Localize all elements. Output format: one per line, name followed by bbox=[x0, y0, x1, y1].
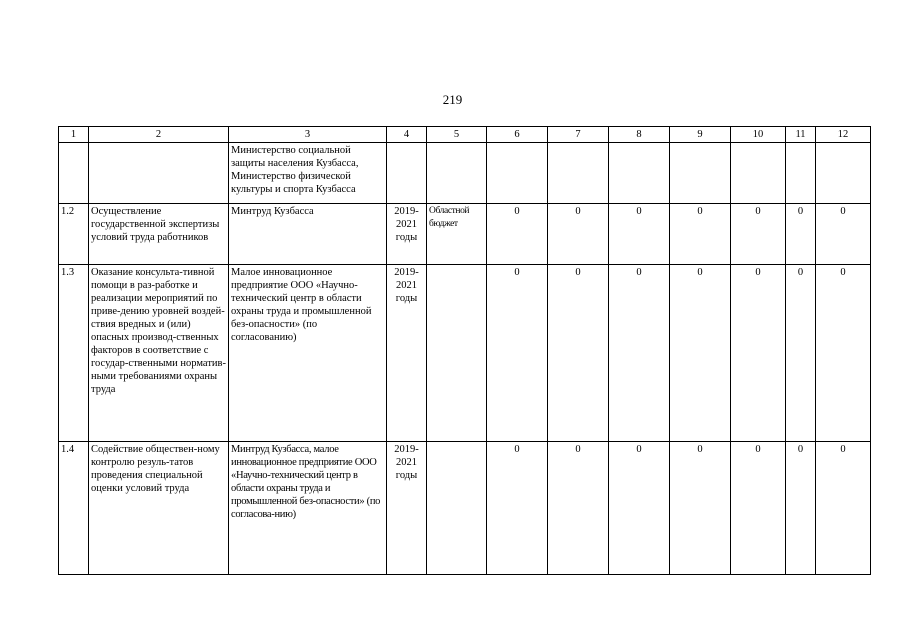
value-cell bbox=[487, 143, 548, 204]
value-cell bbox=[670, 143, 731, 204]
column-number-row bbox=[59, 127, 871, 143]
funding-source bbox=[427, 143, 487, 204]
column-header: 10 bbox=[731, 127, 786, 143]
value-cell bbox=[816, 143, 871, 204]
value-cell: 0 bbox=[670, 204, 731, 265]
column-header: 4 bbox=[387, 127, 427, 143]
period: 2019-2021 годы bbox=[387, 265, 427, 442]
column-header: 6 bbox=[487, 127, 548, 143]
table-row bbox=[59, 265, 871, 442]
value-cell: 0 bbox=[609, 204, 670, 265]
activity-name: Осуществление государственной экспертизы условий труда работников bbox=[89, 204, 229, 265]
value-cell: 0 bbox=[609, 442, 670, 575]
executor: Малое инновационное предприятие ООО «Научно-технический центр в области охраны труда и промышленной без-опасности» (по согласованию) bbox=[229, 265, 387, 442]
program-activities-table bbox=[58, 126, 871, 575]
funding-source bbox=[427, 442, 487, 575]
executor: Минтруд Кузбасса bbox=[229, 204, 387, 265]
column-header: 8 bbox=[609, 127, 670, 143]
column-header: 9 bbox=[670, 127, 731, 143]
table-row bbox=[59, 442, 871, 575]
activity-name bbox=[89, 143, 229, 204]
value-cell: 0 bbox=[786, 204, 816, 265]
value-cell bbox=[609, 143, 670, 204]
row-number: 1.4 bbox=[59, 442, 89, 575]
activity-name: Содействие обществен-ному контролю резуль-татов проведения специальной оценки условий труда bbox=[89, 442, 229, 575]
row-number: 1.2 bbox=[59, 204, 89, 265]
value-cell: 0 bbox=[731, 442, 786, 575]
value-cell: 0 bbox=[670, 265, 731, 442]
value-cell: 0 bbox=[816, 265, 871, 442]
value-cell bbox=[548, 143, 609, 204]
value-cell: 0 bbox=[487, 265, 548, 442]
value-cell: 0 bbox=[786, 442, 816, 575]
funding-source bbox=[427, 265, 487, 442]
column-header: 2 bbox=[89, 127, 229, 143]
column-header: 7 bbox=[548, 127, 609, 143]
row-number bbox=[59, 143, 89, 204]
period bbox=[387, 143, 427, 204]
value-cell: 0 bbox=[609, 265, 670, 442]
period: 2019-2021 годы bbox=[387, 442, 427, 575]
value-cell: 0 bbox=[548, 442, 609, 575]
funding-source: Областной бюджет bbox=[427, 204, 487, 265]
column-header: 11 bbox=[786, 127, 816, 143]
value-cell: 0 bbox=[548, 204, 609, 265]
table-row bbox=[59, 143, 871, 204]
value-cell: 0 bbox=[487, 204, 548, 265]
value-cell: 0 bbox=[816, 204, 871, 265]
period: 2019-2021 годы bbox=[387, 204, 427, 265]
activity-name: Оказание консульта-тивной помощи в раз-работке и реализации мероприятий по приве-дению уровней воздей-ствия вредных и (или) опасных производ-ственных факторов в соответствие с государ-ственными норматив-ными требованиями охраны труда bbox=[89, 265, 229, 442]
value-cell: 0 bbox=[816, 442, 871, 575]
value-cell bbox=[786, 143, 816, 204]
value-cell: 0 bbox=[731, 265, 786, 442]
page-number: 219 bbox=[442, 92, 463, 107]
column-header: 5 bbox=[427, 127, 487, 143]
row-number: 1.3 bbox=[59, 265, 89, 442]
value-cell: 0 bbox=[548, 265, 609, 442]
column-header: 3 bbox=[229, 127, 387, 143]
value-cell: 0 bbox=[786, 265, 816, 442]
table-row bbox=[59, 204, 871, 265]
executor: Минтруд Кузбасса, малое инновационное предприятие ООО «Научно-технический центр в области охраны труда и промышленной без-опасности» (по согласова-нию) bbox=[229, 442, 387, 575]
column-header: 1 bbox=[59, 127, 89, 143]
value-cell: 0 bbox=[487, 442, 548, 575]
value-cell: 0 bbox=[670, 442, 731, 575]
column-header: 12 bbox=[816, 127, 871, 143]
value-cell: 0 bbox=[731, 204, 786, 265]
value-cell bbox=[731, 143, 786, 204]
executor: Министерство социальной защиты населения Кузбасса, Министерство физической культуры и спорта Кузбасса bbox=[229, 143, 387, 204]
